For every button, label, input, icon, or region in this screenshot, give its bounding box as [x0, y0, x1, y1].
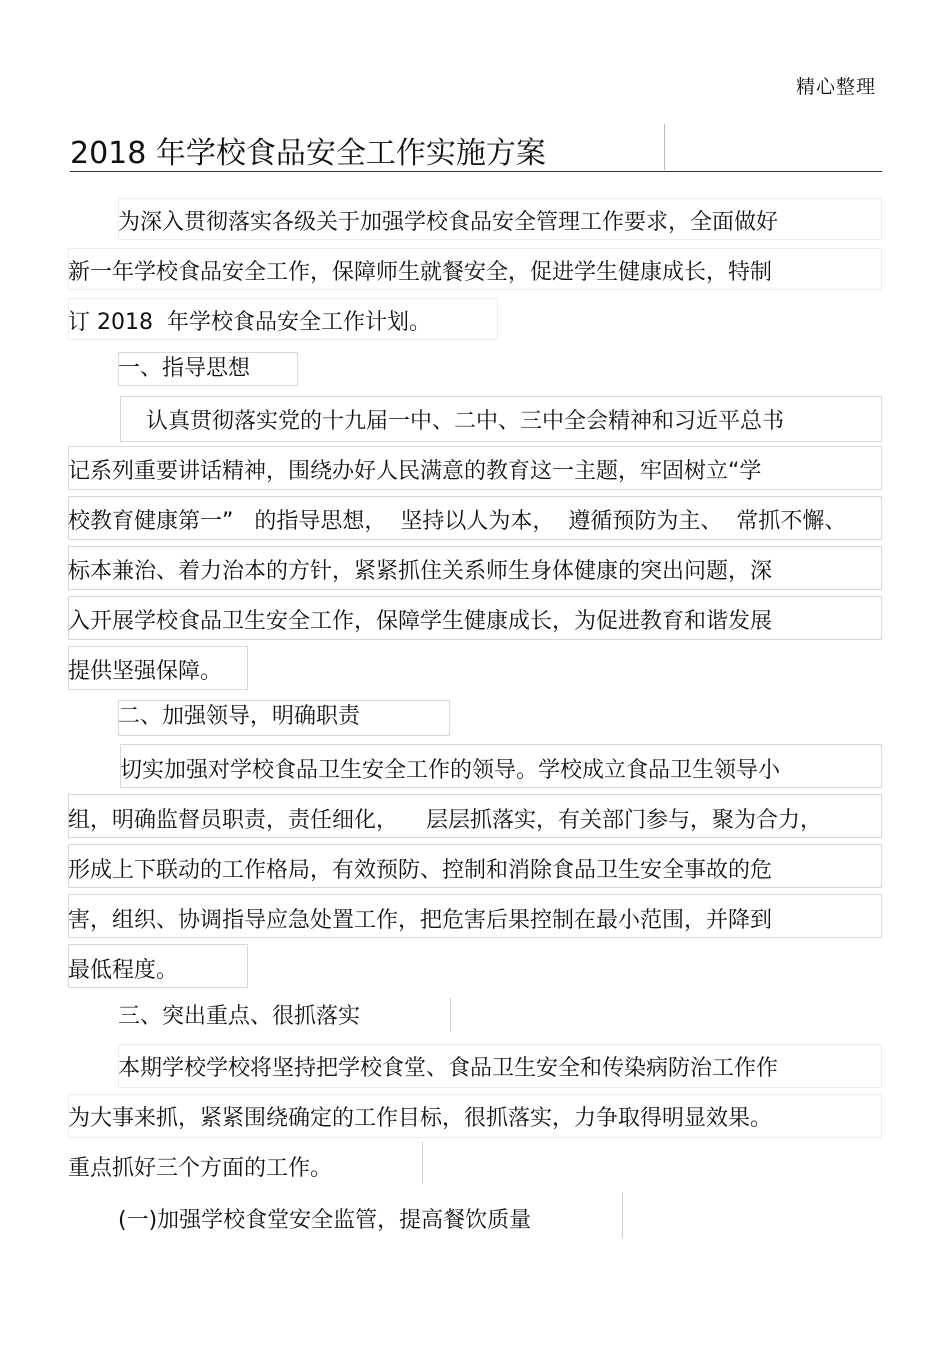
text-line: 重点抓好三个方面的工作。: [68, 1156, 333, 1181]
frame-rule: [622, 1192, 623, 1238]
text-line: 订 2018 年学校食品安全工作计划。: [68, 310, 431, 335]
text-line: 组，明确监督员职责，责任细化， 层层抓落实，有关部门参与，聚为合力，: [68, 808, 822, 833]
text-line: 提供坚强保障。: [68, 659, 223, 684]
text-line: 新一年学校食品安全工作，保障师生就餐安全，促进学生健康成长，特制: [68, 260, 773, 285]
title-underline: [70, 171, 882, 172]
text-line: 记系列重要讲话精神，围绕办好人民满意的教育这一主题，牢固树立“学: [68, 459, 762, 484]
text-line: 认真贯彻落实党的十九届一中、二中、三中全会精神和习近平总书: [146, 409, 785, 434]
header-note: 精心整理: [795, 76, 876, 98]
text-line: 为大事来抓，紧紧围绕确定的工作目标，很抓落实，力争取得明显效果。: [68, 1106, 773, 1131]
text-line: 切实加强对学校食品卫生安全工作的领导。学校成立食品卫生领导小: [120, 758, 781, 783]
section-heading: 二、加强领导，明确职责: [118, 704, 361, 729]
section-heading: 一、指导思想: [118, 356, 251, 381]
title-frame-rule: [664, 124, 665, 170]
text-line: 本期学校学校将坚持把学校食堂、食品卫生安全和传染病防治工作作: [118, 1056, 779, 1081]
text-line: 标本兼治、着力治本的方针，紧紧抓住关系师生身体健康的突出问题，深: [68, 559, 773, 584]
text-line: 形成上下联动的工作格局，有效预防、控制和消除食品卫生安全事故的危: [68, 858, 773, 883]
text-line: 校教育健康第一” 的指导思想， 坚持以人为本， 遵循预防为主、 常抓不懈、: [68, 509, 847, 534]
text-line: 害，组织、协调指导应急处置工作，把危害后果控制在最小范围，并降到: [68, 908, 773, 933]
text-line: 最低程度。: [68, 958, 179, 983]
text-line: 为深入贯彻落实各级关于加强学校食品安全管理工作要求，全面做好: [118, 210, 779, 235]
frame-rule: [422, 1142, 423, 1184]
frame-rule: [450, 998, 451, 1032]
page-title: 2018 年学校食品安全工作实施方案: [70, 136, 546, 171]
text-line: 入开展学校食品卫生安全工作，保障学生健康成长，为促进教育和谐发展: [68, 609, 773, 634]
section-heading: 三、突出重点、很抓落实: [118, 1004, 361, 1029]
subsection-heading: (一)加强学校食堂安全监管，提高餐饮质量: [118, 1208, 532, 1233]
